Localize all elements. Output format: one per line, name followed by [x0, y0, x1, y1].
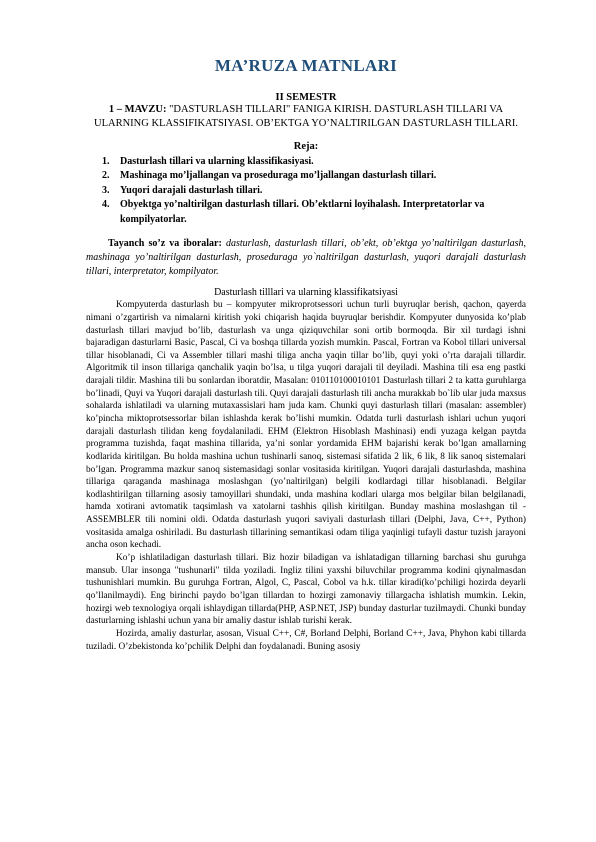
- keywords-paragraph: [86, 237, 526, 279]
- plan-title: Reja:: [293, 140, 319, 152]
- topic-heading: [86, 103, 526, 131]
- section-title: Dasturlash tilllari va ularning klassifikatsiyasi: [214, 287, 398, 299]
- document-title: MA’RUZA MATNLARI: [214, 56, 398, 75]
- plan-item: 3. Yuqori darajali dasturlash tillari.: [102, 184, 263, 196]
- body-paragraph: Hozirda, amaliy dasturlar, asosan, Visual C++, C#, Borland Delphi, Borland C++, Java, Phyhon kabi tillarda tuziladi. O’zbekistonda ko’pchilik Delphi dan foydalanadi. Buning asosiy: [86, 628, 526, 652]
- document-page: [86, 56, 526, 653]
- plan-item: 4. Obyektga yo’naltirilgan dasturlash tillari. Ob’ektlarni loyihalash. Interpretatorlar va kompilyatorlar.: [102, 199, 485, 225]
- body-paragraph: Ko’p ishlatiladigan dasturlash tillari. Biz hozir biladigan va ishlatadigan tillarning barchasi shu guruhga mansub. Ular insonga "tushunarli" tilda yoziladi. Ingliz tilini yaxshi biluvchilar programma kodini qiynalmasdan tushunishlari mumkin. Bu guruhga Fortran, Algol, C, Pascal, Cobol va h.k. tillar kiradi(ko’pchiligi hozirda deyarli qo’llanilmaydi). Eng birinchi paydo bo’lgan tillardan to hozirgi zamonaviy tillargacha ishlatish mumkin. Lekin, hozirgi web texnologiya orqali ishlaydigan tillarda(PHP, ASP.NET, JSP) bunday dasturlar tuzilmaydi. Chunki bunday dasturlarning ishlashi uchun yana bir amaliy dastur ishlab turishi kerak.: [86, 553, 526, 627]
- keywords-text: dasturlash, dasturlash tillari, ob’ekt, ob’ektga yo’naltirilgan dasturlash, mashinaga yo’naltirilgan dasturlash, proseduraga yo`naltirilgan dasturlash, yuqori darajali dasturlash tillari, interpretator, kompilyator.: [86, 238, 526, 278]
- body-paragraph: Kompyuterda dasturlash bu – kompyuter mikroprotsessori uchun turli buyruqlar berish, qachon, qayerda nimani o’zgartirish va nimalarni kiritish yoki chiqarish haqida buyruqlar berishdir. Kompyuter dunyosida ko’plab dasturlash tillari mavjud bo’lib, dasturlash va unga qiziquvchilar soni ortib bormoqda. Bir xil turdagi ishni bajaradigan dasturlarni Basic, Pascal, Ci va boshqa tillarda yozish mumkin. Pascal, Fortran va Kobol tillari universal tillar hisoblanadi, Ci va Assembler tillari mashi tiliga ancha yaqin tillar bo’lib, quyi yoki o’rta darajali tillardir. Algoritmik til inson tillariga qanchalik yaqin bo’lsa, u tilga yuqori darajali til deyiladi. Mashina tili esa eng pastki darajali tildir. Mashina tili bu sonlardan iboratdir, Masalan: 010110100010101 Dasturlash tillari 2 ta katta guruhlarga bo’linadi, Quyi va Yuqori darajali dasturlash tili. Quyi darajali dasturlash tili ancha murakkab bo`lib ular juda maxsus sohalarda ishlatiladi va ularning mutaxassislari ham juda kam. Chunki quyi dasturlash tillari (masalan: assembler) ko’pincha miktoprotsessorlar bilan ishlashda kerak bo’lishi mumkin. Odatda turli dasturlash ishlari uchun yuqori darajali dasturlash tilidan keng foydalaniladi. EHM (Elektron Hisoblash Mashinasi) endi yuzaga kelgan paytda programma tuzishda, faqat mashina tillarida, ya’ni sonlar yordamida EHM bajarishi kerak bo’lgan amallarning kodlarida kiritilgan. Bu holda mashina uchun tushinarli sanoq, sistemasi sifatida 2 lik, 6 lik, 8 lik sanoq sistemalari bo’lgan. Programma mazkur sanoq sistemasidagi sonlar vositasida kiritilgan. Yuqori darajali dasturlashda, mashina tillariga qaraganda mashinaga moslashgan (yo’naltirilgan) belgili kodlardagi tillar hisoblanadi. Belgilar kodlashtirilgan tillarning asosiy tamoyillari shundaki, unda mashina kodlari ularga mos belgilar bilan belgilanadi, hamda xotirani avtomatik taqsimlash va xatolarni tashhis qilish kiritilgan. Bunday mashina moslashgan til - ASSEMBLER tili nomini oldi. Odatda dasturlash yuqori saviyali dasturlash tillari (Delphi, Java, C++, Python) vositasida amalga oshiriladi. Bu dasturlash tillarining semantikasi odam tiliga yaqinligi tufayli dastur tuzish jarayoni ancha oson kechadi.: [86, 300, 526, 551]
- semester-label: II SEMESTR: [275, 92, 337, 103]
- topic-text: "DASTURLASH TILLARI" FANIGA KIRISH. DASTURLASH TILLARI VA ULARNING KLASSIFIKATSIYASI. OB’EKTGA YO’NALTIRILGAN DASTURLASH TILLARI.: [94, 104, 518, 129]
- keywords-label: Tayanch so’z va iboralar:: [108, 238, 222, 250]
- topic-prefix: 1 – MAVZU:: [108, 104, 167, 115]
- plan-list: [86, 155, 526, 228]
- plan-item: 2. Mashinaga mo’ljallangan va proseduraga mo’ljallangan dasturlash tillari.: [102, 170, 437, 182]
- plan-item: 1. Dasturlash tillari va ularning klassifikasiyasi.: [102, 155, 314, 167]
